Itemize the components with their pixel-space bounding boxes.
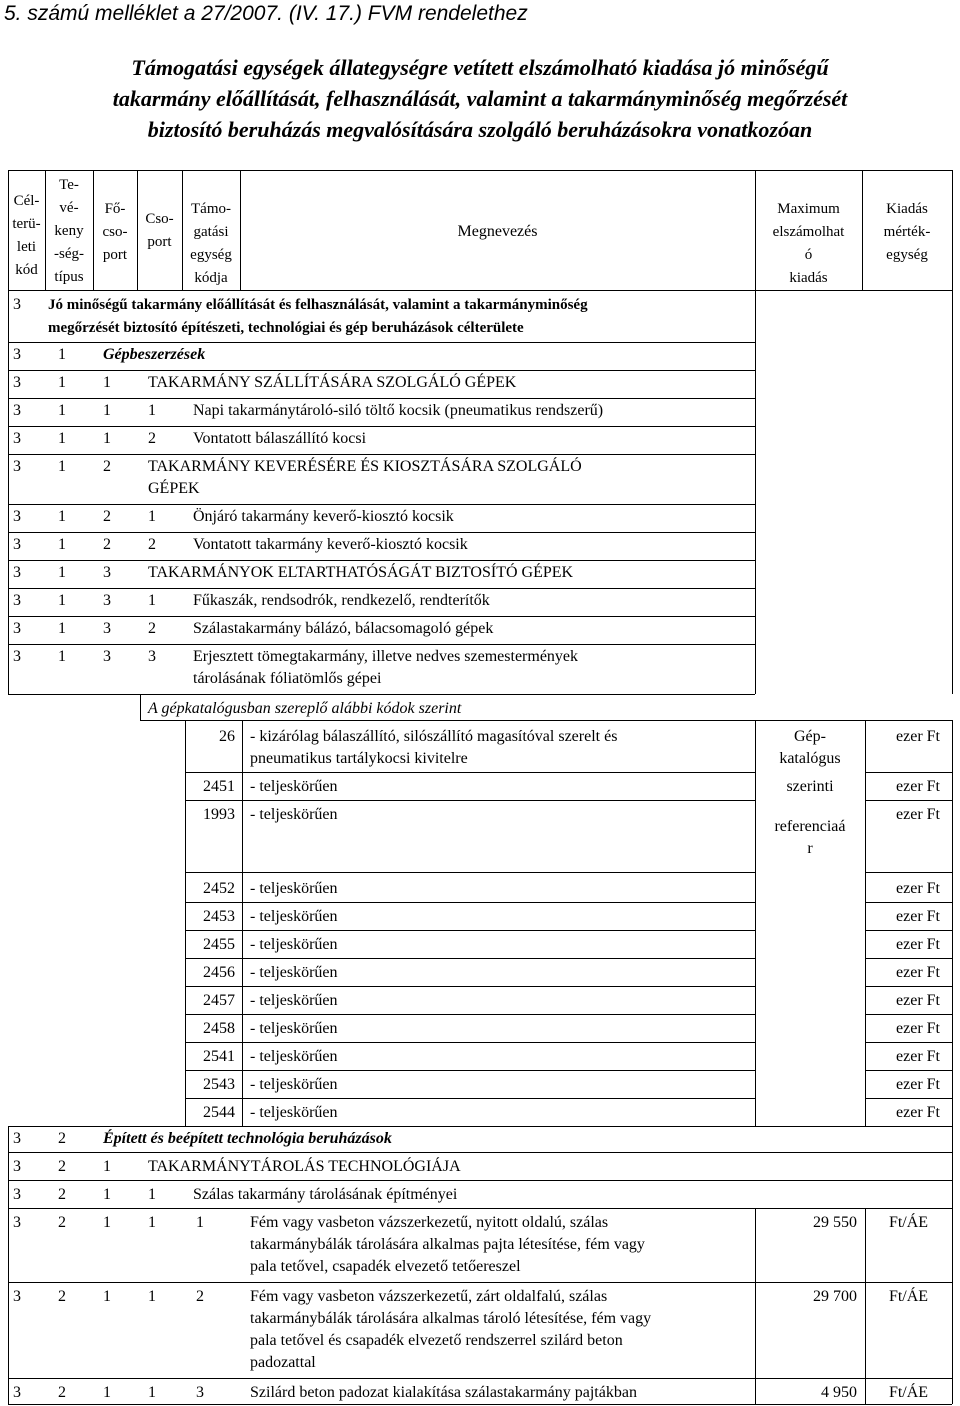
code-cell: 2 — [148, 620, 156, 637]
table-rule — [865, 902, 952, 903]
table-rule — [755, 290, 756, 694]
table-rule — [8, 1378, 952, 1379]
row-name: Jó minőségű takarmány előállítását és felhasználását, valamint a takarmányminőség megőrzését biztosító építészeti, technológiai és gép beruházások célterülete — [48, 297, 588, 336]
row-name: Szálastakarmány bálázó, bálacsomagoló gépek — [193, 620, 494, 637]
catalog-unit: ezer Ft — [896, 778, 940, 795]
code-cell: 3 — [13, 620, 21, 637]
code-cell: 2 — [58, 1214, 66, 1231]
catalog-code: 2457 — [203, 992, 235, 1009]
code-cell: 1 — [103, 1186, 111, 1203]
code-cell: 1 — [103, 1158, 111, 1175]
table-rule — [8, 290, 9, 694]
row-name: Vontatott takarmány keverő-kiosztó kocsik — [193, 536, 468, 553]
document-title — [0, 52, 960, 145]
code-cell: 3 — [13, 1186, 21, 1203]
code-cell: 3 — [103, 564, 111, 581]
code-cell: 1 — [58, 430, 66, 447]
code-cell: 3 — [13, 458, 21, 475]
catalog-description: - teljeskörűen — [250, 778, 338, 795]
code-cell: 1 — [103, 374, 111, 391]
code-cell: 2 — [58, 1384, 66, 1401]
row-name: TAKARMÁNY KEVERÉSÉRE ÉS KIOSZTÁSÁRA SZOLGÁLÓ GÉPEK — [148, 458, 582, 497]
table-rule — [8, 504, 755, 505]
table-rule — [952, 290, 953, 694]
code-cell: 1 — [58, 458, 66, 475]
code-cell: 3 — [13, 296, 21, 313]
catalog-code: 2544 — [203, 1104, 235, 1121]
code-cell: 1 — [148, 592, 156, 609]
row-name: TAKARMÁNY SZÁLLÍTÁSÁRA SZOLGÁLÓ GÉPEK — [148, 374, 517, 391]
code-cell: 3 — [13, 430, 21, 447]
table-rule — [185, 986, 755, 987]
table-rule — [865, 1042, 952, 1043]
table-rule — [755, 720, 756, 1126]
catalog-description: - teljeskörűen — [250, 1020, 338, 1037]
table-rule — [185, 902, 755, 903]
row-name: Szilárd beton padozat kialakítása szálastakarmány pajtákban — [250, 1384, 637, 1401]
code-cell: 1 — [58, 374, 66, 391]
catalog-code: 2455 — [203, 936, 235, 953]
table-rule — [865, 772, 952, 773]
catalog-code: 2451 — [203, 778, 235, 795]
catalog-description: - teljeskörűen — [250, 1104, 338, 1121]
table-rule — [865, 1208, 866, 1404]
table-rule — [8, 560, 755, 561]
table-rule — [140, 694, 141, 720]
table-rule — [185, 958, 755, 959]
col-header-megnevezes: Megnevezés — [457, 223, 538, 240]
code-cell: 1 — [103, 1214, 111, 1231]
catalog-description: - teljeskörűen — [250, 992, 338, 1009]
code-cell: 3 — [103, 648, 111, 665]
table-rule — [952, 720, 953, 1126]
code-cell: 3 — [13, 564, 21, 581]
code-cell: 1 — [58, 536, 66, 553]
row-name: Épített és beépített technológia beruházások — [103, 1130, 392, 1147]
table-rule — [8, 170, 952, 171]
catalog-unit: ezer Ft — [896, 1048, 940, 1065]
table-rule — [185, 1070, 755, 1071]
table-rule — [8, 1152, 952, 1153]
table-rule — [8, 290, 952, 291]
code-cell: 3 — [13, 1130, 21, 1147]
table-rule — [8, 1126, 9, 1404]
catalog-description: - teljeskörűen — [250, 964, 338, 981]
catalog-code: 2541 — [203, 1048, 235, 1065]
code-cell: 3 — [13, 1384, 21, 1401]
code-cell: 1 — [58, 648, 66, 665]
table-rule — [185, 800, 755, 801]
code-cell: 1 — [58, 508, 66, 525]
row-name: Gépbeszerzések — [103, 346, 206, 363]
col-header-focsoport: Fő- cso- port — [102, 201, 128, 263]
col-header-maximum-kiadas: Maximum elszámolhat ó kiadás — [772, 201, 845, 286]
table-rule — [8, 1208, 952, 1209]
catalog-unit: ezer Ft — [896, 908, 940, 925]
code-cell: 3 — [148, 648, 156, 665]
catalog-code: 1993 — [203, 806, 235, 823]
table-rule — [865, 958, 952, 959]
code-cell: 2 — [58, 1130, 66, 1147]
code-cell: 3 — [13, 536, 21, 553]
table-rule — [8, 398, 755, 399]
code-cell: 1 — [148, 508, 156, 525]
row-name: Erjesztett tömegtakarmány, illetve nedves szemestermények tárolásának fóliatömlős gépei — [193, 648, 579, 687]
code-cell: 1 — [148, 1288, 156, 1305]
code-cell: 3 — [13, 374, 21, 391]
catalog-unit: ezer Ft — [896, 1076, 940, 1093]
table-rule — [865, 1014, 952, 1015]
code-cell: 3 — [196, 1384, 204, 1401]
row-name: TAKARMÁNYTÁROLÁS TECHNOLÓGIÁJA — [148, 1158, 461, 1175]
table-rule — [8, 1404, 952, 1405]
table-rule — [8, 1180, 952, 1181]
table-rule — [952, 1126, 953, 1404]
amount-unit: Ft/ÁE — [888, 1288, 929, 1305]
code-cell: 1 — [148, 402, 156, 419]
code-cell: 2 — [58, 1158, 66, 1175]
catalog-note: A gépkatalógusban szereplő alábbi kódok szerint — [148, 700, 462, 717]
code-cell: 2 — [58, 1288, 66, 1305]
code-cell: 2 — [148, 430, 156, 447]
catalog-unit: ezer Ft — [896, 936, 940, 953]
code-cell: 2 — [148, 536, 156, 553]
max-amount: 4 950 — [821, 1384, 857, 1401]
catalog-description: - teljeskörűen — [250, 1048, 338, 1065]
catalog-unit: ezer Ft — [896, 880, 940, 897]
code-cell: 1 — [58, 346, 66, 363]
code-cell: 2 — [196, 1288, 204, 1305]
table-rule — [242, 720, 243, 1126]
table-rule — [865, 800, 952, 801]
col-header-tevekenyseg-tipus: Te- vé- keny -ség- típus — [54, 177, 84, 285]
catalog-code: 2453 — [203, 908, 235, 925]
catalog-description: - teljeskörűen — [250, 936, 338, 953]
table-rule — [8, 370, 755, 371]
code-cell: 2 — [103, 508, 111, 525]
code-cell: 3 — [13, 402, 21, 419]
title-line: biztosító beruházás megvalósítására szolgáló beruházásokra vonatkozóan — [147, 117, 813, 142]
table-rule — [8, 342, 755, 343]
catalog-description: - teljeskörűen — [250, 908, 338, 925]
row-name: Szálas takarmány tárolásának építményei — [193, 1186, 458, 1203]
row-name: TAKARMÁNYOK ELTARTHATÓSÁGÁT BIZTOSÍTÓ GÉPEK — [148, 564, 574, 581]
amount-unit: Ft/ÁE — [888, 1214, 929, 1231]
code-cell: 2 — [58, 1186, 66, 1203]
table-rule — [865, 1098, 952, 1099]
code-cell: 1 — [103, 1288, 111, 1305]
table-rule — [185, 1042, 755, 1043]
table-rule — [185, 1098, 755, 1099]
max-amount: 29 700 — [813, 1288, 857, 1305]
table-rule — [8, 454, 755, 455]
code-cell: 3 — [13, 346, 21, 363]
table-rule — [865, 986, 952, 987]
table-rule — [8, 644, 755, 645]
code-cell: 1 — [103, 430, 111, 447]
catalog-code: 26 — [219, 728, 235, 745]
col-header-mertekegyseg: Kiadás mérték- egység — [883, 201, 931, 263]
table-rule — [8, 616, 755, 617]
col-header-csoport: Cso- port — [145, 211, 174, 250]
catalog-max-amount: szerinti — [786, 778, 834, 795]
title-line: Támogatási egységek állategységre vetített elszámolható kiadása jó minőségű — [131, 55, 829, 80]
catalog-code: 2458 — [203, 1020, 235, 1037]
catalog-max-amount: Gép- katalógus — [779, 728, 841, 767]
table-rule — [185, 720, 186, 1126]
table-rule — [8, 694, 755, 695]
catalog-description: - teljeskörűen — [250, 1076, 338, 1093]
code-cell: 1 — [148, 1384, 156, 1401]
catalog-unit: ezer Ft — [896, 1104, 940, 1121]
table-rule — [185, 1014, 755, 1015]
table-rule — [140, 720, 952, 721]
row-name: Fűkaszák, rendsodrók, rendkezelő, rendterítők — [193, 592, 490, 609]
table-rule — [8, 532, 755, 533]
code-cell: 1 — [148, 1214, 156, 1231]
table-rule — [185, 772, 755, 773]
catalog-unit: ezer Ft — [896, 992, 940, 1009]
catalog-description: - teljeskörűen — [250, 806, 338, 823]
title-line: takarmány előállítását, felhasználását, valamint a takarmányminőség megőrzését — [112, 86, 848, 111]
code-cell: 3 — [103, 620, 111, 637]
code-cell: 3 — [103, 592, 111, 609]
col-header-celteruleti-kod: Cél- terü- leti kód — [12, 193, 41, 278]
code-cell: 1 — [58, 620, 66, 637]
table-rule — [865, 872, 952, 873]
code-cell: 2 — [103, 458, 111, 475]
amount-unit: Ft/ÁE — [888, 1384, 929, 1401]
table-rule — [952, 170, 953, 290]
code-cell: 1 — [58, 564, 66, 581]
catalog-unit: ezer Ft — [896, 728, 940, 745]
catalog-description: - kizárólag bálaszállító, silószállító magasítóval szerelt és pneumatikus tartálykocsi kivitelre — [250, 728, 618, 767]
catalog-unit: ezer Ft — [896, 806, 940, 823]
code-cell: 1 — [196, 1214, 204, 1231]
row-name: Napi takarmánytároló-siló töltő kocsik (pneumatikus rendszerű) — [193, 402, 604, 419]
catalog-code: 2452 — [203, 880, 235, 897]
code-cell: 3 — [13, 1214, 21, 1231]
table-rule — [8, 588, 755, 589]
code-cell: 1 — [148, 1186, 156, 1203]
catalog-unit: ezer Ft — [896, 1020, 940, 1037]
row-name: Fém vagy vasbeton vázszerkezetű, zárt oldalfalú, szálas takarmánybálák tárolására alkalmas tároló létesítése, fém vagy pala tetővel és csapadék elvezető rendszerrel szilárd beton padozattal — [250, 1288, 652, 1371]
table-rule — [8, 1126, 952, 1127]
table-rule — [755, 1208, 756, 1404]
catalog-max-amount: referenciaá r — [774, 818, 846, 857]
code-cell: 1 — [103, 402, 111, 419]
table-rule — [8, 1282, 952, 1283]
code-cell: 1 — [58, 592, 66, 609]
table-rule — [865, 930, 952, 931]
row-name: Vontatott bálaszállító kocsi — [193, 430, 367, 447]
document-reference-line: 5. számú melléklet a 27/2007. (IV. 17.) FVM rendelethez — [4, 2, 528, 25]
row-name: Fém vagy vasbeton vázszerkezetű, nyitott oldalú, szálas takarmánybálák tárolására alkalmas pajta létesítése, fém vagy pala tetővel, csapadék elvezető tetőereszel — [250, 1214, 645, 1275]
code-cell: 1 — [103, 1384, 111, 1401]
row-name: Önjáró takarmány keverő-kiosztó kocsik — [193, 508, 454, 525]
code-cell: 1 — [58, 402, 66, 419]
code-cell: 3 — [13, 648, 21, 665]
code-cell: 3 — [13, 1158, 21, 1175]
code-cell: 3 — [13, 1288, 21, 1305]
catalog-unit: ezer Ft — [896, 964, 940, 981]
table-rule — [865, 1070, 952, 1071]
catalog-code: 2543 — [203, 1076, 235, 1093]
table-rule — [8, 426, 755, 427]
catalog-description: - teljeskörűen — [250, 880, 338, 897]
max-amount: 29 550 — [813, 1214, 857, 1231]
code-cell: 3 — [13, 508, 21, 525]
table-rule — [185, 930, 755, 931]
col-header-egyseg-kodja: Támo- gatási egység kódja — [190, 201, 232, 286]
table-rule — [865, 720, 866, 1126]
code-cell: 3 — [13, 592, 21, 609]
code-cell: 2 — [103, 536, 111, 553]
catalog-code: 2456 — [203, 964, 235, 981]
table-rule — [185, 872, 755, 873]
